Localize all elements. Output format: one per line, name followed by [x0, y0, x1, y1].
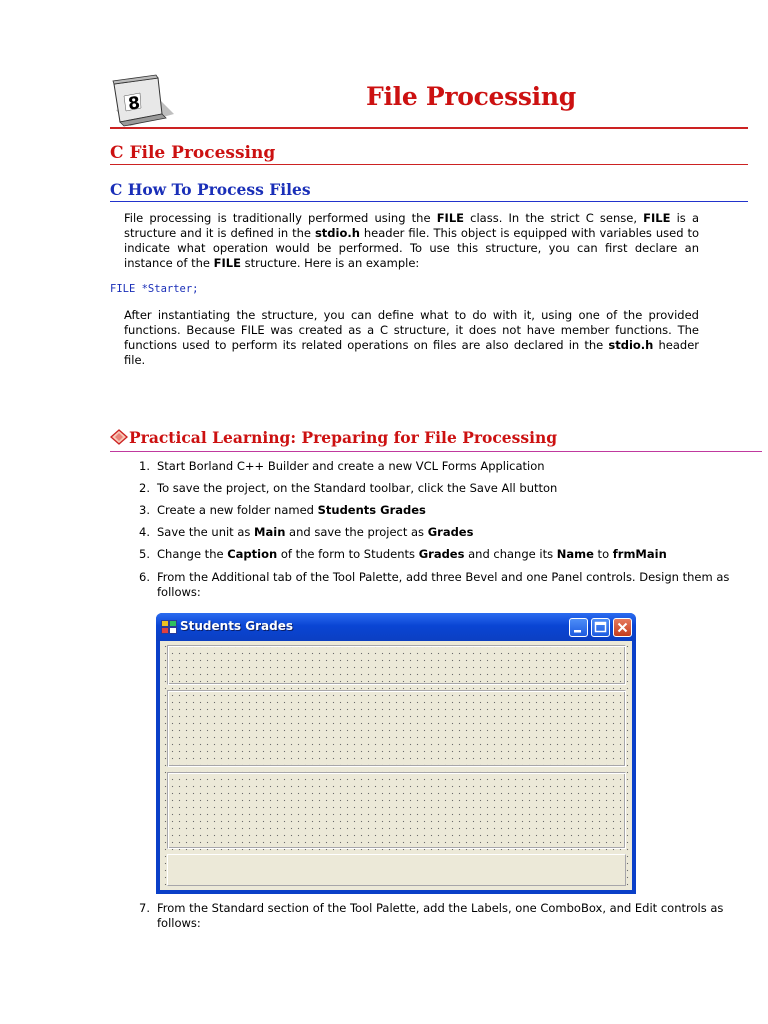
- step-5-text-0: Change the: [157, 547, 228, 561]
- chapter-rule: [110, 127, 748, 129]
- step-5-text-6: to: [593, 547, 613, 561]
- step-number: 5.: [139, 547, 150, 561]
- step-5-text-4: and change its: [464, 547, 557, 561]
- minimize-icon: [570, 619, 587, 636]
- step-number: 6.: [139, 570, 150, 584]
- step-4-bold-1: Main: [254, 525, 286, 539]
- form-window: [156, 613, 636, 894]
- step-number: 4.: [139, 525, 150, 539]
- step-5-bold-1: Caption: [227, 547, 278, 561]
- followup-paragraph-bold-1: stdio.h: [608, 338, 654, 352]
- step-5-bold-5: Name: [556, 547, 594, 561]
- intro-paragraph-text-4: is a structure and it is defined in the: [124, 211, 699, 240]
- step-text: [157, 570, 750, 600]
- subsection-heading: C How To Process Files: [110, 180, 311, 199]
- form-client-area: [160, 641, 632, 890]
- step-4-bold-3: Grades: [427, 525, 474, 539]
- step-7-text-0: From the Standard section of the Tool Palette, add the Labels, one ComboBox, and Edit controls as follows:: [157, 901, 724, 930]
- window-title: Students Grades: [180, 619, 293, 633]
- step-number: 3.: [139, 503, 150, 517]
- step-text: [157, 901, 750, 931]
- step-text: [157, 547, 750, 562]
- intro-paragraph-text-0: File processing is traditionally performed using the: [124, 211, 437, 225]
- practical-rule: [110, 451, 762, 452]
- bevel-2[interactable]: [167, 690, 626, 767]
- intro-paragraph: [124, 211, 699, 271]
- window-titlebar[interactable]: [156, 613, 636, 641]
- bevel-1[interactable]: [167, 645, 626, 685]
- step-3-bold-1: Students Grades: [317, 503, 426, 517]
- step-text: [157, 525, 750, 540]
- step-2-text-0: To save the project, on the Standard toolbar, click the Save All button: [157, 481, 558, 495]
- app-icon: [161, 620, 177, 634]
- step-number: 2.: [139, 481, 150, 495]
- step-text: [157, 503, 750, 518]
- section-rule: [110, 164, 748, 165]
- followup-paragraph-text-0: After instantiating the structure, you can define what to do with it, using one of the provided functions. Because FILE was created as a C structure, it does not have member functions. The functions used to perform its related operations on files are also declared in the: [124, 308, 699, 352]
- step-5-text-2: of the form to Students: [277, 547, 419, 561]
- step-1-text-0: Start Borland C++ Builder and create a new VCL Forms Application: [157, 459, 545, 473]
- intro-paragraph-text-8: structure. Here is an example:: [240, 256, 420, 270]
- maximize-button[interactable]: [591, 618, 610, 637]
- maximize-icon: [592, 619, 609, 636]
- close-button[interactable]: [613, 618, 632, 637]
- practical-learning-title: Practical Learning: Preparing for File Processing: [129, 428, 558, 447]
- followup-paragraph-text-2: header file.: [124, 338, 700, 367]
- followup-paragraph: [124, 308, 699, 368]
- intro-paragraph-text-2: class. In the strict C sense,: [464, 211, 644, 225]
- step-number: 7.: [139, 901, 150, 915]
- subsection-rule: [110, 201, 748, 202]
- minimize-button[interactable]: [569, 618, 588, 637]
- close-icon: [614, 619, 631, 636]
- section-heading: C File Processing: [110, 143, 276, 163]
- code-example: FILE *Starter;: [110, 283, 199, 295]
- practical-learning-heading: [110, 428, 557, 447]
- step-4-text-2: and save the project as: [285, 525, 428, 539]
- intro-paragraph-bold-5: stdio.h: [314, 226, 360, 240]
- step-5-bold-3: Grades: [418, 547, 465, 561]
- diamond-bullet-icon: [110, 429, 128, 445]
- panel[interactable]: [167, 854, 626, 886]
- chapter-8-icon: [110, 74, 176, 130]
- intro-paragraph-bold-1: FILE: [436, 211, 465, 225]
- step-4-text-0: Save the unit as: [157, 525, 255, 539]
- intro-paragraph-bold-3: FILE: [643, 211, 671, 225]
- step-number: 1.: [139, 459, 150, 473]
- chapter-title: File Processing: [366, 82, 576, 111]
- step-6-text-0: From the Additional tab of the Tool Palette, add three Bevel and one Panel controls. Design them as follows:: [157, 570, 730, 599]
- step-text: [157, 459, 750, 474]
- bevel-3[interactable]: [167, 772, 626, 849]
- chapter-number: 8: [127, 93, 142, 115]
- step-5-bold-7: frmMain: [612, 547, 667, 561]
- intro-paragraph-bold-7: FILE: [213, 256, 241, 270]
- step-text: [157, 481, 750, 496]
- intro-paragraph-text-6: header file. This object is equipped with variables used to indicate what operation would be performed. To use this structure, you can first declare an instance of the: [124, 226, 699, 270]
- step-3-text-0: Create a new folder named: [157, 503, 318, 517]
